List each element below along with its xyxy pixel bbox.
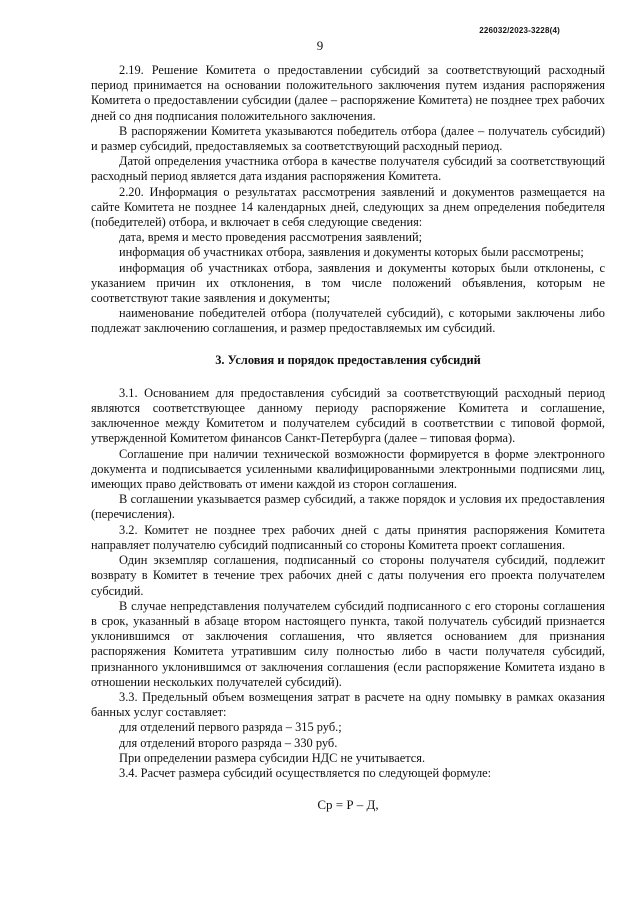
paragraph: В соглашении указывается размер субсидий, а также порядок и условия их предоставления (перечисления). xyxy=(91,492,605,522)
paragraph: 3.3. Предельный объем возмещения затрат в расчете на одну помывку в рамках оказания банных услуг составляет: xyxy=(91,689,605,720)
formula: Ср = Р – Д, xyxy=(317,797,379,813)
paragraph: Соглашение при наличии технической возможности формируется в форме электронного документа и подписывается усиленными квалифицированными электронными подписями лиц, имеющих право действовать от имени каждой из сторон соглашения. xyxy=(91,446,605,492)
paragraph: 3.1. Основанием для предоставления субсидий за соответствующий расходный период являются соответствующее данному периоду распоряжение Комитета и соглашение, заключенное между Комитетом и получателем субсидий в соответствии с типовой формой, утвержденной Комитетом финансов Санкт-Петербурга (далее – типовая форма). xyxy=(91,385,605,446)
paragraph: наименование победителей отбора (получателей субсидий), с которыми заключены либо подлежат заключению соглашения, и размер предоставляемых им субсидий. xyxy=(91,306,605,336)
paragraph: для отделений первого разряда – 315 руб.; xyxy=(119,720,342,735)
section-heading: 3. Условия и порядок предоставления субсидий xyxy=(215,352,481,367)
paragraph: 2.20. Информация о результатах рассмотрения заявлений и документов размещается на сайте Комитета не позднее 14 календарных дней, следующих за днем определения победителя (победителей) отбора, и включает в себя следующие сведения: xyxy=(91,184,605,230)
paragraph: 2.19. Решение Комитета о предоставлении субсидий за соответствующий расходный период принимается на основании положительного заключения путем издания распоряжения Комитета о предоставлении субсидии (далее – распоряжение Комитета) не позднее трех рабочих дней со дня подписания положительного заключения. xyxy=(91,63,605,123)
paragraph: В распоряжении Комитета указываются победитель отбора (далее – получатель субсидий) и размер субсидий, предоставляемых за соответствующий расходный период. xyxy=(91,123,605,154)
paragraph: 3.2. Комитет не позднее трех рабочих дней с даты принятия распоряжения Комитета направляет получателю субсидий подписанный со стороны Комитета проект соглашения. xyxy=(91,522,605,552)
document-id: 226032/2023-3228(4) xyxy=(479,26,560,35)
paragraph: Датой определения участника отбора в качестве получателя субсидий за соответствующий расходный период является дата издания распоряжения Комитета. xyxy=(91,154,605,184)
paragraph: для отделений второго разряда – 330 руб. xyxy=(119,735,338,750)
paragraph: При определении размера субсидии НДС не учитывается. xyxy=(119,750,426,765)
paragraph: информация об участниках отбора, заявления и документы которых были отклонены, с указанием причин их отклонения, в том числе положений объявления, которым не соответствуют такие заявления и документы; xyxy=(91,260,605,306)
paragraph: Один экземпляр соглашения, подписанный со стороны получателя субсидий, подлежит возврату в Комитет в течение трех рабочих дней с даты получения его проекта получателем субсидий. xyxy=(91,553,605,598)
paragraph: дата, время и место проведения рассмотрения заявлений; xyxy=(119,230,423,245)
paragraph: 3.4. Расчет размера субсидий осуществляется по следующей формуле: xyxy=(119,765,492,780)
paragraph: В случае непредставления получателем субсидий подписанного с его стороны соглашения в срок, указанный в абзаце втором настоящего пункта, такой получатель субсидий признается уклонившимся от заключения соглашения, что является основанием для признания распоряжения Комитета утратившим силу полностью либо в части получателя субсидий, признанного уклонившимся от заключения соглашения (если распоряжение Комитета издано в отношении нескольких получателей субсидий). xyxy=(91,598,605,689)
page-number: 9 xyxy=(316,38,324,53)
document-body xyxy=(91,63,605,812)
paragraph: информация об участниках отбора, заявления и документы которых были рассмотрены; xyxy=(119,245,584,260)
